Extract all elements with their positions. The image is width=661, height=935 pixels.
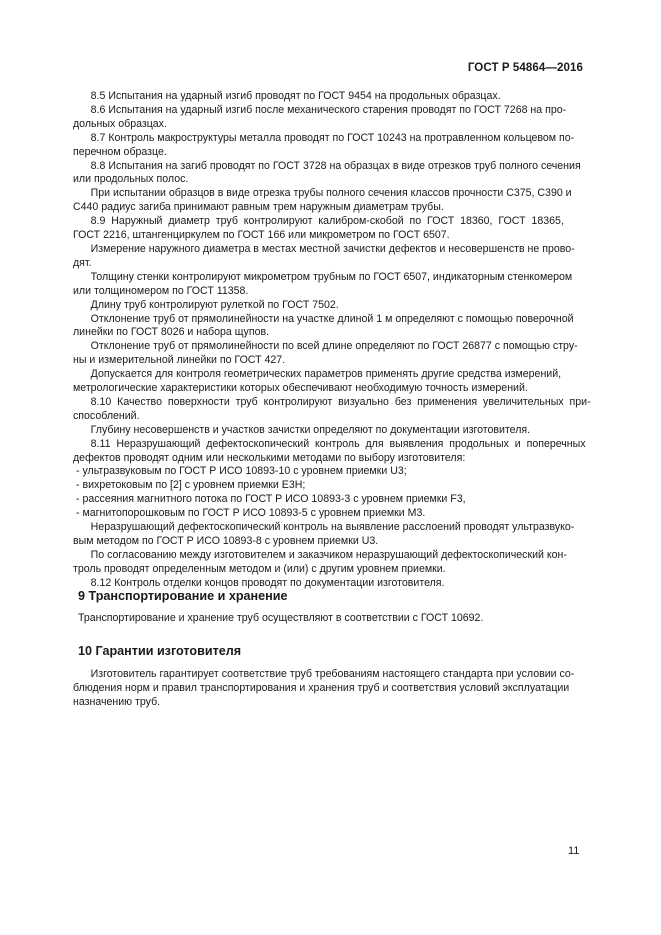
list-item: - рассеяния магнитного потока по ГОСТ Р ИСО 10893-3 с уровнем приемки F3, <box>76 493 466 506</box>
section-10-text: Изготовитель гарантирует соответствие труб требованиям настоящего стандарта при условии со- блюдения норм и правил транспортирования и хранения труб и соответствия условий эксплуатации назначению труб. <box>73 668 575 708</box>
paragraph-lamination-control: Неразрушающий дефектоскопический контроль на выявление расслоений проводят ультразвуко- вым методом по ГОСТ Р ИСО 10893-8 с уровнем приемки U3. <box>73 521 575 547</box>
paragraph-8-12: 8.12 Контроль отделки концов проводят по документации изготовителя. <box>73 576 445 589</box>
list-item: - магнитопорошковым по ГОСТ Р ИСО 10893-5 с уровнем приемки М3. <box>76 507 426 520</box>
paragraph-8-7: 8.7 Контроль макроструктуры металла проводят по ГОСТ 10243 на протравленном кольцевом по- перечном образце. <box>73 131 575 158</box>
page-number: 11 <box>568 845 580 857</box>
paragraph-8-9: 8.9 Наружный диаметр труб контролируют калибром-скобой по ГОСТ 18360, ГОСТ 18365, ГОСТ 2216, штангенциркулем по ГОСТ 166 или микрометром по ГОСТ 6507. <box>73 215 564 242</box>
list-item: - ультразвуковым по ГОСТ Р ИСО 10893-10 с уровнем приемки U3; <box>76 465 407 478</box>
section-9-text: Транспортирование и хранение труб осуществляют в соответствии с ГОСТ 10692. <box>78 612 484 624</box>
paragraph-8-5: 8.5 Испытания на ударный изгиб проводят по ГОСТ 9454 на продольных образцах. <box>73 90 501 102</box>
paragraph-imperfection-depth: Глубину несовершенств и участков зачистки определяют по документации изготовителя. <box>73 423 531 436</box>
paragraph-other-instruments: Допускается для контроля геометрических параметров применять другие средства измерений, метрологические характеристики которых обеспечивают необходимую точность измерений. <box>73 368 562 395</box>
section-8-body <box>73 90 591 591</box>
section-9-heading: 9 Транспортирование и хранение <box>78 589 288 603</box>
paragraph-8-11: 8.11 Неразрушающий дефектоскопический контроль для выявления продольных и поперечных дефектов проводят одним или несколькими методами по выбору изготовителя: <box>73 437 586 464</box>
paragraph-bend-test: При испытании образцов в виде отрезка трубы полного сечения классов прочности С375, С390 и С440 радиус загиба принимают равным трем наружным диаметрам трубы. <box>73 187 572 214</box>
paragraph-8-10: 8.10 Качество поверхности труб контролируют визуально без применения увеличительных при- способлений. <box>73 395 591 422</box>
section-10-heading: 10 Гарантии изготовителя <box>78 644 242 658</box>
paragraph-8-6: 8.6 Испытания на ударный изгиб после механического старения проводят по ГОСТ 7268 на про- дольных образцах. <box>73 103 567 130</box>
standard-designation: ГОСТ Р 54864—2016 <box>467 62 583 74</box>
paragraph-straightness-full: Отклонение труб от прямолинейности по всей длине определяют по ГОСТ 26877 с помощью стру- ны и измерительной линейки по ГОСТ 427. <box>73 340 578 367</box>
paragraph-diameter-measure: Измерение наружного диаметра в местах местной зачистки дефектов и несовершенств не прово- дят. <box>73 242 575 269</box>
paragraph-agreement: По согласованию между изготовителем и заказчиком неразрушающий дефектоскопический кон- троль проводят определенным методом и (или) с другим уровнем приемки. <box>73 548 567 575</box>
paragraph-wall-thickness: Толщину стенки контролируют микрометром трубным по ГОСТ 6507, индикаторным стенкомером или толщиномером по ГОСТ 11358. <box>73 270 573 297</box>
paragraph-length: Длину труб контролируют рулеткой по ГОСТ 7502. <box>73 298 339 311</box>
paragraph-8-8: 8.8 Испытания на загиб проводят по ГОСТ 3728 на образцах в виде отрезков труб полного сечения или продольных полос. <box>73 159 581 186</box>
list-item: - вихретоковым по [2] с уровнем приемки Е3Н; <box>76 479 306 492</box>
paragraph-straightness-1m: Отклонение труб от прямолинейности на участке длиной 1 м определяют с помощью поверочной линейки по ГОСТ 8026 и набора щупов. <box>73 312 574 339</box>
